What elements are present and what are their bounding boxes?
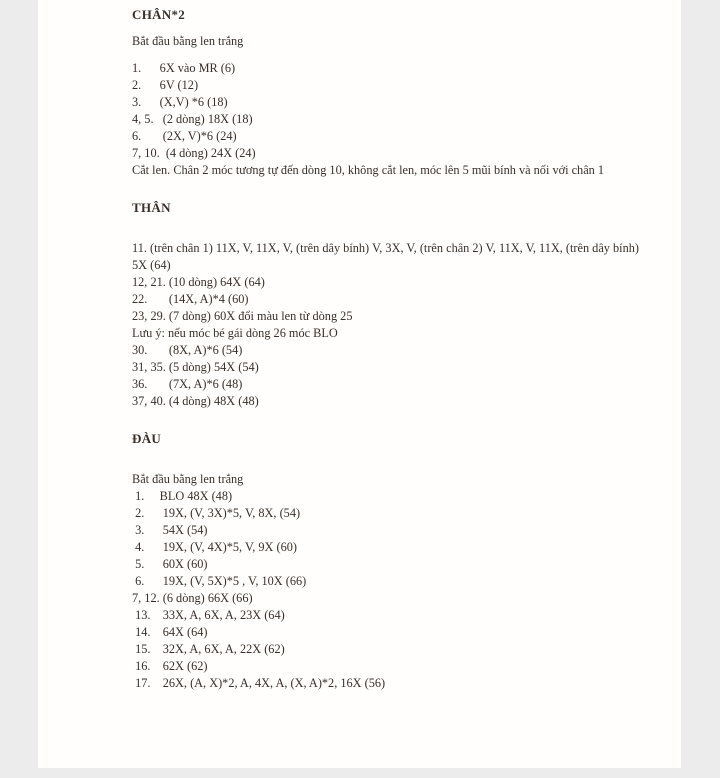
- chan-row: 3. (X,V) *6 (18): [132, 95, 228, 109]
- chan-row: 7, 10. (4 dòng) 24X (24): [132, 146, 256, 160]
- dau-intro: Bắt đầu bằng len trắng: [132, 472, 244, 486]
- dau-row: 5. 60X (60): [132, 557, 208, 571]
- chan-row: 6. (2X, V)*6 (24): [132, 129, 237, 143]
- than-row-11: 11. (trên chân 1) 11X, V, 11X, V, (trên dây bính) V, 3X, V, (trên chân 2) V, 11X, V, 11X, (trên dây bính) 5X (64): [132, 241, 639, 272]
- than-row: 36. (7X, A)*6 (48): [132, 377, 243, 391]
- chan-row: 1. 6X vào MR (6): [132, 61, 236, 75]
- chan-note: Cắt len. Chân 2 móc tương tự đến dòng 10, không cắt len, móc lên 5 mũi bính và nối với chân 1: [132, 163, 605, 177]
- section-title-chan: CHÂN*2: [132, 7, 186, 22]
- than-row: 12, 21. (10 dòng) 64X (64): [132, 275, 265, 289]
- than-row: 31, 35. (5 dòng) 54X (54): [132, 360, 259, 374]
- dau-row: 4. 19X, (V, 4X)*5, V, 9X (60): [132, 540, 297, 554]
- section-title-than: THÂN: [132, 200, 171, 215]
- chan-row: 4, 5. (2 dòng) 18X (18): [132, 112, 253, 126]
- dau-row: 13. 33X, A, 6X, A, 23X (64): [132, 608, 285, 622]
- dau-row: 16. 62X (62): [132, 659, 208, 673]
- dau-row: 14. 64X (64): [132, 625, 208, 639]
- dau-row: 17. 26X, (A, X)*2, A, 4X, A, (X, A)*2, 16X (56): [132, 676, 386, 690]
- pattern-text: [132, 4, 652, 692]
- than-row: 22. (14X, A)*4 (60): [132, 292, 249, 306]
- chan-row: 2. 6V (12): [132, 78, 199, 92]
- than-note: Lưu ý: nếu móc bé gái dòng 26 móc BLO: [132, 326, 338, 340]
- dau-row: 7, 12. (6 dòng) 66X (66): [132, 591, 253, 605]
- dau-row: 3. 54X (54): [132, 523, 208, 537]
- dau-row: 15. 32X, A, 6X, A, 22X (62): [132, 642, 285, 656]
- than-row: 37, 40. (4 dòng) 48X (48): [132, 394, 259, 408]
- than-row: 30. (8X, A)*6 (54): [132, 343, 243, 357]
- dau-row: 6. 19X, (V, 5X)*5 , V, 10X (66): [132, 574, 307, 588]
- than-row: 23, 29. (7 dòng) 60X đổi màu len từ dòng 25: [132, 309, 353, 323]
- document-page: [38, 0, 681, 768]
- chan-intro: Bắt đầu bằng len trắng: [132, 34, 244, 48]
- dau-row: 1. BLO 48X (48): [132, 489, 233, 503]
- dau-row: 2. 19X, (V, 3X)*5, V, 8X, (54): [132, 506, 301, 520]
- section-title-dau: ĐÀU: [132, 431, 162, 446]
